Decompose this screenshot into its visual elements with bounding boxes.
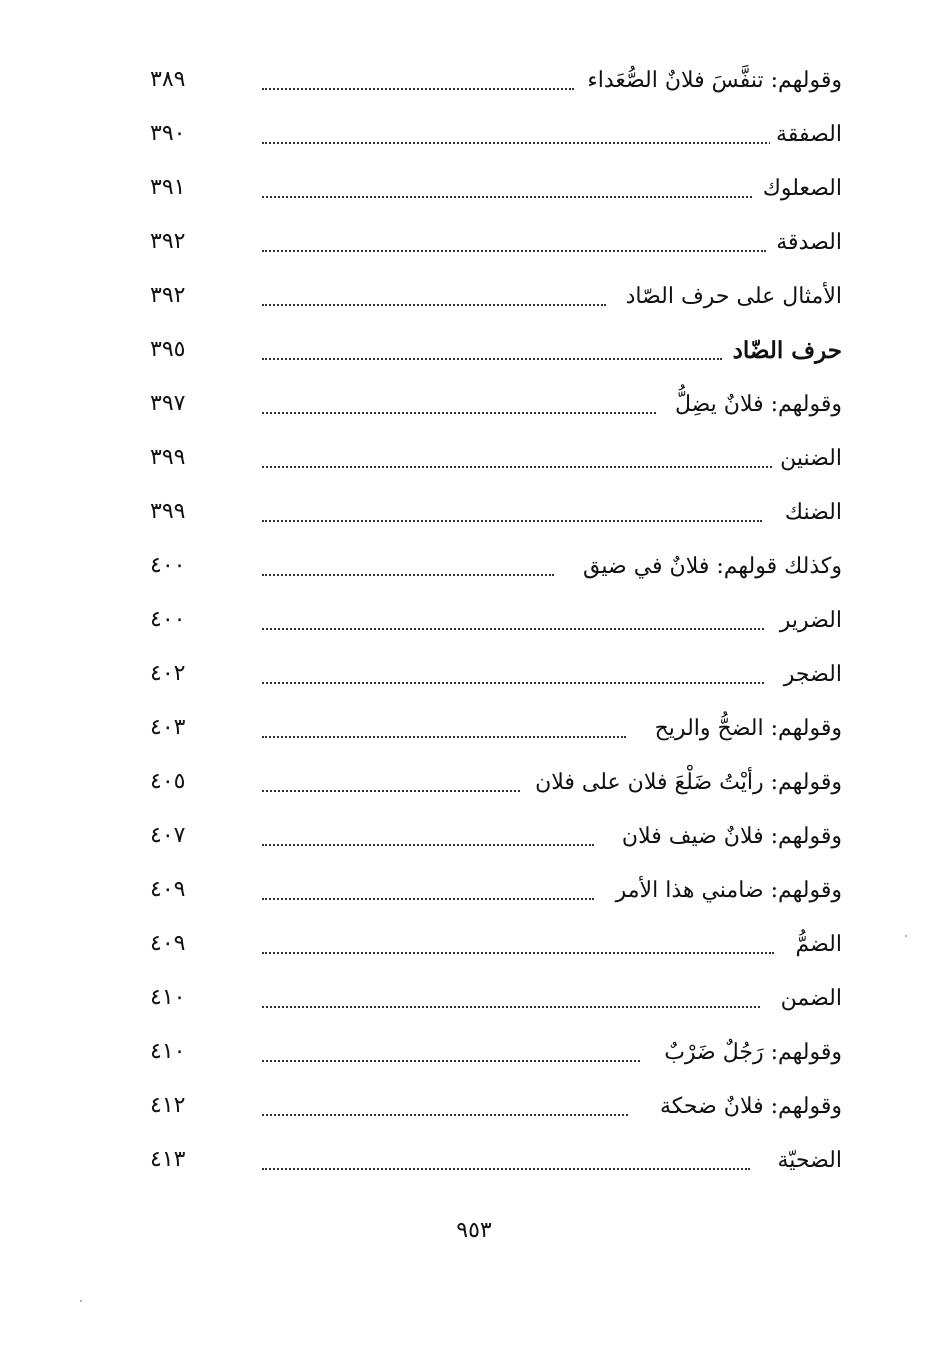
toc-entry [150, 978, 842, 1018]
toc-page-number: ٣٩٢ [150, 283, 186, 308]
dot-leader [262, 196, 752, 198]
toc-entry-title: وقولهم: تنفَّسَ فلانٌ الصُّعَداء [581, 66, 842, 96]
toc-entry [150, 492, 842, 532]
toc-page-number: ٣٨٩ [150, 67, 186, 92]
toc-entry [150, 870, 842, 910]
toc-entry [150, 60, 842, 100]
toc-page-number: ٣٩٩ [150, 499, 186, 524]
toc-entry-title: الضمُّ [789, 930, 842, 960]
toc-entry [150, 168, 842, 208]
toc-entry-title: الضرير [774, 606, 842, 636]
toc-entry-title: وقولهم: الضحُّ والريح [649, 714, 842, 744]
toc-entry [150, 816, 842, 856]
toc-entry [150, 1140, 842, 1180]
toc-entry [150, 708, 842, 748]
toc-entry-title: وقولهم: رَجُلٌ ضَرْبٌ [658, 1038, 842, 1068]
toc-entry-title: الصدقة [770, 228, 842, 258]
dot-leader [262, 142, 782, 144]
toc-entry-title: وقولهم: فلانٌ ضحكة [654, 1092, 842, 1122]
dot-leader [262, 682, 764, 684]
paper-speck [80, 1300, 82, 1302]
dot-leader [262, 304, 606, 306]
dot-leader [262, 898, 594, 900]
toc-entry-title: وقولهم: فلانٌ ضيف فلان [616, 822, 842, 852]
dot-leader [262, 790, 520, 792]
toc-page-number: ٤٠٥ [150, 769, 186, 794]
toc-entry [150, 654, 842, 694]
toc-entry [150, 276, 842, 316]
dot-leader [262, 1060, 640, 1062]
toc-page-number: ٤٠٩ [150, 877, 186, 902]
toc-entry-title: الضنك [779, 498, 842, 528]
toc-entry-title: وقولهم: ضامني هذا الأمر [610, 876, 842, 906]
toc-page-number: ٤٠٠ [150, 553, 186, 578]
toc-entry-title: الأمثال على حرف الصّاد [620, 282, 842, 312]
toc-page-number: ٤١٠ [150, 1039, 186, 1064]
toc-page-number: ٤٠٠ [150, 607, 186, 632]
toc-entry-title: وقولهم: رأيْتُ ضَلْعَ فلان على فلان [529, 768, 842, 798]
toc-page-number: ٤١٣ [150, 1147, 186, 1172]
dot-leader [262, 736, 626, 738]
section-heading: حرف الضّاد [727, 336, 842, 366]
page-number: ٩٥٣ [456, 1218, 492, 1243]
toc-entry-title: وكذلك قولهم: فلانٌ في ضيق [577, 552, 842, 582]
toc-page-number: ٤٠٧ [150, 823, 186, 848]
toc-entry [150, 384, 842, 424]
toc-page-number: ٤٠٩ [150, 931, 186, 956]
dot-leader [262, 574, 554, 576]
dot-leader [262, 88, 574, 90]
toc-entry [150, 600, 842, 640]
dot-leader [262, 1168, 750, 1170]
toc-entry [150, 1032, 842, 1072]
toc-page-number: ٤٠٢ [150, 661, 186, 686]
toc-entry-title: الضجر [778, 660, 842, 690]
toc-page-number: ٣٩١ [150, 175, 186, 200]
toc-page-number: ٣٩٧ [150, 391, 186, 416]
toc-page-number: ٣٩٠ [150, 121, 186, 146]
toc-entry [150, 438, 842, 478]
toc-entry [150, 222, 842, 262]
dot-leader [262, 628, 764, 630]
toc-entry [150, 924, 842, 964]
toc-page-number: ٣٩٥ [150, 337, 186, 362]
toc-page-number: ٤١٢ [150, 1093, 186, 1118]
toc-entry-title: الضحيّة [771, 1146, 842, 1176]
dot-leader [262, 952, 774, 954]
dot-leader [262, 844, 594, 846]
toc-page-number: ٤٠٣ [150, 715, 186, 740]
paper-speck [905, 935, 907, 937]
dot-leader [262, 520, 762, 522]
toc-page-number: ٣٩٩ [150, 445, 186, 470]
dot-leader [262, 250, 766, 252]
toc-page-number: ٣٩٢ [150, 229, 186, 254]
dot-leader [262, 412, 656, 414]
toc-entry [150, 114, 842, 154]
dot-leader [262, 466, 772, 468]
toc-entry [150, 330, 842, 370]
dot-leader [262, 358, 722, 360]
toc-entry-title: الضمن [775, 984, 842, 1014]
dot-leader [262, 1006, 760, 1008]
toc-page-number: ٤١٠ [150, 985, 186, 1010]
toc-entry [150, 762, 842, 802]
toc-entry [150, 1086, 842, 1126]
toc-entry-title: الصعلوك [757, 174, 842, 204]
toc-entry-title: الضنين [774, 444, 842, 474]
toc-entry [150, 546, 842, 586]
toc-entry-title: وقولهم: فلانٌ يضِلُّ [669, 390, 842, 420]
toc-entry-title: الصفقة [770, 120, 842, 150]
dot-leader [262, 1114, 628, 1116]
